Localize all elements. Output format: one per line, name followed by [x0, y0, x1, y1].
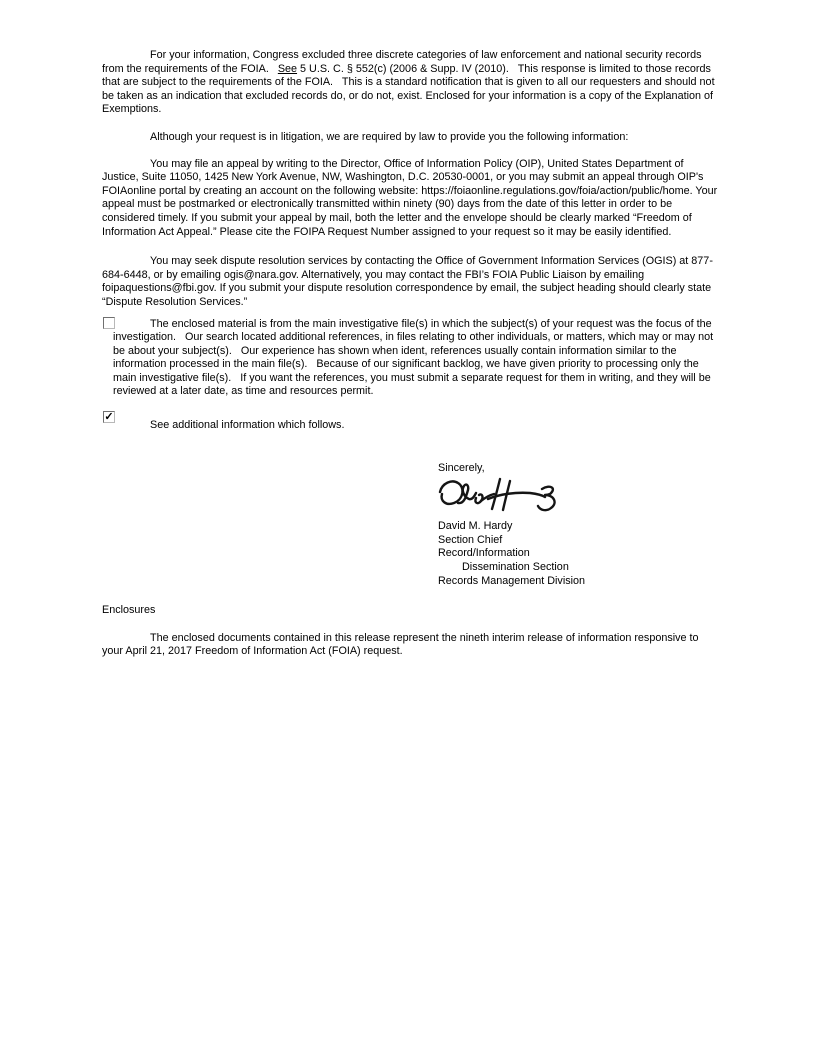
checkmark-icon: ✓ — [104, 411, 114, 424]
signature-block — [438, 462, 719, 589]
enclosures-label: Enclosures — [102, 604, 156, 617]
paragraph-appeal-rights: You may file an appeal by writing to the Director, Office of Information Policy (OIP), United States Department of Justice, Suite 11050, 1425 New York Avenue, NW, Washington, D.C. 20530-0001, or you may submit an appeal through OIP's FOIAonline portal by creating an account on the following website: https://foiaonline.regulations.gov/foia/action/public/home. Your appeal must be postmarked or electronically transmitted within ninety (90) days from the date of this letter in order to be considered timely. If you submit your appeal by mail, both the letter and the envelope should be clearly marked “Freedom of Information Act Appeal.” Please cite the FOIPA Request Number assigned to your request so it may be easily identified. — [102, 157, 721, 238]
signer-name: David M. Hardy — [438, 520, 513, 533]
exclusions-text-after-citation: 5 U.S. C. § 552(c) (2006 & Supp. IV (2010). This response is limited to those records that are subject to the requirements of the FOIA. This is a standard notification that is given to all our requesters and should not be taken as an indication that excluded records do, or do not, exist. Enclosed for your information is a copy of the Explanation of Exemptions. — [102, 62, 718, 116]
see-citation-underlined: See — [277, 62, 298, 75]
closing-salutation: Sincerely, — [438, 461, 485, 474]
signer-division: Records Management Division — [438, 574, 586, 587]
letter-page — [102, 0, 719, 659]
main-files-option-row — [102, 318, 719, 400]
checkbox-see-additional-checked[interactable] — [103, 411, 115, 423]
additional-info-option-text: See additional information which follows. — [150, 419, 345, 432]
paragraph-release-description: The enclosed documents contained in this release represent the nineth interim release of information responsive to your April 21, 2017 Freedom of Information Act (FOIA) request. — [102, 631, 702, 658]
paragraph-foia-exclusions — [102, 49, 719, 117]
paragraph-litigation-notice: Although your request is in litigation, we are required by law to provide you the following information: — [150, 130, 629, 143]
signature-image — [438, 477, 566, 517]
main-files-option-text: The enclosed material is from the main investigative file(s) in which the subject(s) of your request was the focus of the investigation. Our search located additional references, in files relating to other individuals, or matters, which may or may not be about your subject(s). Our experience has shown when ident, references usually contain information similar to the information processed in the main file(s). Because of our significant backlog, we have given priority to processing only the main investigative file(s). If you want the references, you must submit a separate request for them in writing, and they will be reviewed at a later date, as time and resources permit. — [113, 317, 717, 398]
additional-info-option-row — [102, 411, 719, 433]
exclusions-text-before-citation: For your information, Congress excluded three discrete categories of law enforcement and national security records from the requirements of the FOIA. — [102, 49, 705, 75]
signer-dept-line2: Dissemination Section — [462, 561, 569, 574]
signer-title: Section Chief — [438, 533, 503, 546]
paragraph-dispute-resolution: You may seek dispute resolution services by contacting the Office of Government Information Services (OGIS) at 877-684-6448, or by emailing ogis@nara.gov. Alternatively, you may contact the FBI’s FOIA Public Liaison by emailing foipaquestions@fbi.gov. If you submit your dispute resolution correspondence by email, the subject heading should clearly state “Dispute Resolution Services.” — [102, 255, 715, 308]
checkbox-main-files-unchecked[interactable] — [103, 317, 115, 329]
signer-dept-line1: Record/Information — [438, 547, 530, 560]
